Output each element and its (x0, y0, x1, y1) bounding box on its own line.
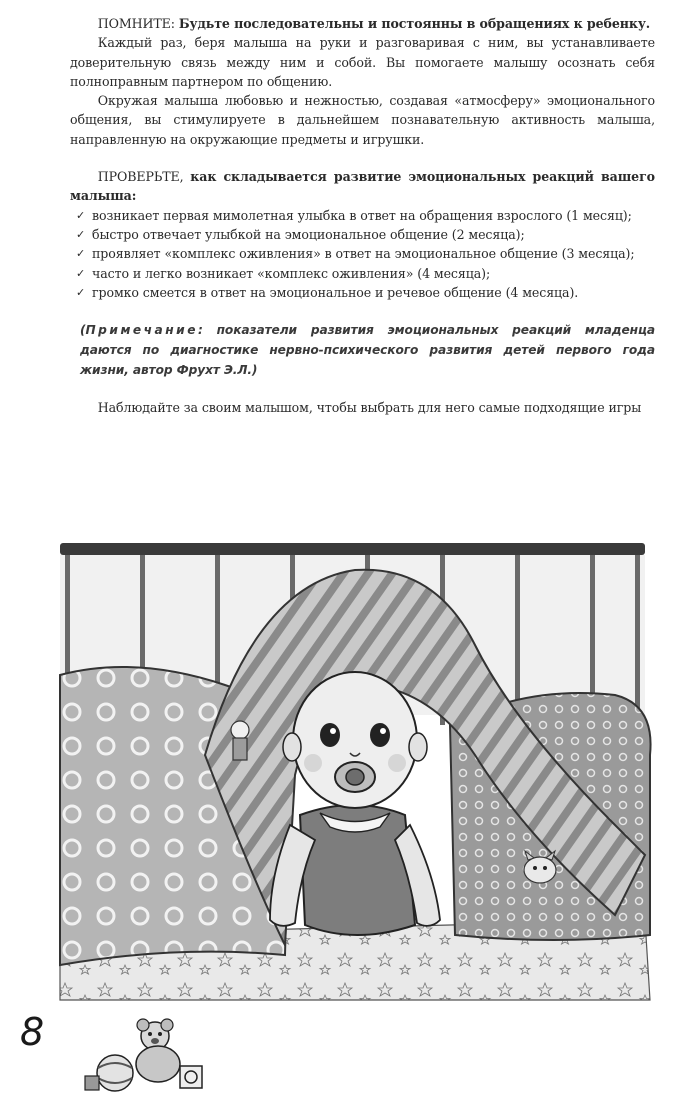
paragraph-2: Окружая малыша любовью и нежностью, создавая «атмосферу» эмоционального общения, вы стимулируете в дальнейшем познавательную активность малыша, направленную на окружающие предметы и игрушки. (70, 93, 655, 147)
check-heading (70, 167, 655, 206)
spacer (70, 149, 655, 167)
checkmark-icon: ✓ (76, 247, 86, 261)
checkmark-icon: ✓ (76, 285, 86, 299)
observe-paragraph: Наблюдайте за своим малышом, чтобы выбрать для него самые подходящие игры (97, 400, 642, 416)
list-item: ✓ быстро отвечает улыбкой на эмоциональное общение (2 месяца); (70, 225, 655, 244)
list-item: ✓ возникает первая мимолетная улыбка в ответ на обращения взрослого (1 месяц); (70, 206, 655, 225)
main-text (70, 14, 655, 417)
note-paragraph: (Примечание: показатели развития эмоциональных реакций младенца даются по диагностике нервно-психического развития детей первого года жизни, автор Фрухт Э.Л.) (80, 323, 655, 378)
spacer (70, 302, 655, 320)
remember-label: ПОМНИТЕ: (97, 16, 175, 31)
paragraph-1: Каждый раз, беря малыша на руки и разговаривая с ним, вы устанавливаете доверительную связь между ним и собой. Вы помогаете малышу осознать себя полноправным партнером по общению. (70, 35, 655, 89)
development-checklist (70, 206, 655, 302)
page-number: 8 (20, 1010, 45, 1054)
checkmark-icon: ✓ (76, 208, 86, 222)
toys-icon (80, 1018, 220, 1093)
list-item: ✓ проявляет «комплекс оживления» в ответ на эмоциональное общение (3 месяца); (70, 244, 655, 263)
check-label: ПРОВЕРЬТЕ, (97, 169, 184, 185)
spacer (70, 380, 655, 398)
note-label: Примечание (85, 323, 198, 338)
checkmark-icon: ✓ (76, 266, 86, 280)
remember-bold: Будьте последовательны и постоянны в обращениях к ребенку. (178, 16, 651, 31)
remember-paragraph (70, 14, 655, 33)
checkmark-icon: ✓ (76, 227, 86, 241)
list-item: ✓ часто и легко возникает «комплекс оживления» (4 месяца); (70, 264, 655, 283)
baby-under-blanket-illustration (55, 525, 655, 1005)
check-bold: как складывается развитие эмоциональных реакций вашего малыша: (70, 169, 655, 204)
note-text: : показатели развития эмоциональных реакций младенца даются по диагностике нервно-психического развития детей первого года жизни, автор Фрухт Э.Л.) (80, 323, 655, 378)
list-item: ✓ громко смеется в ответ на эмоциональное и речевое общение (4 месяца). (70, 283, 655, 302)
